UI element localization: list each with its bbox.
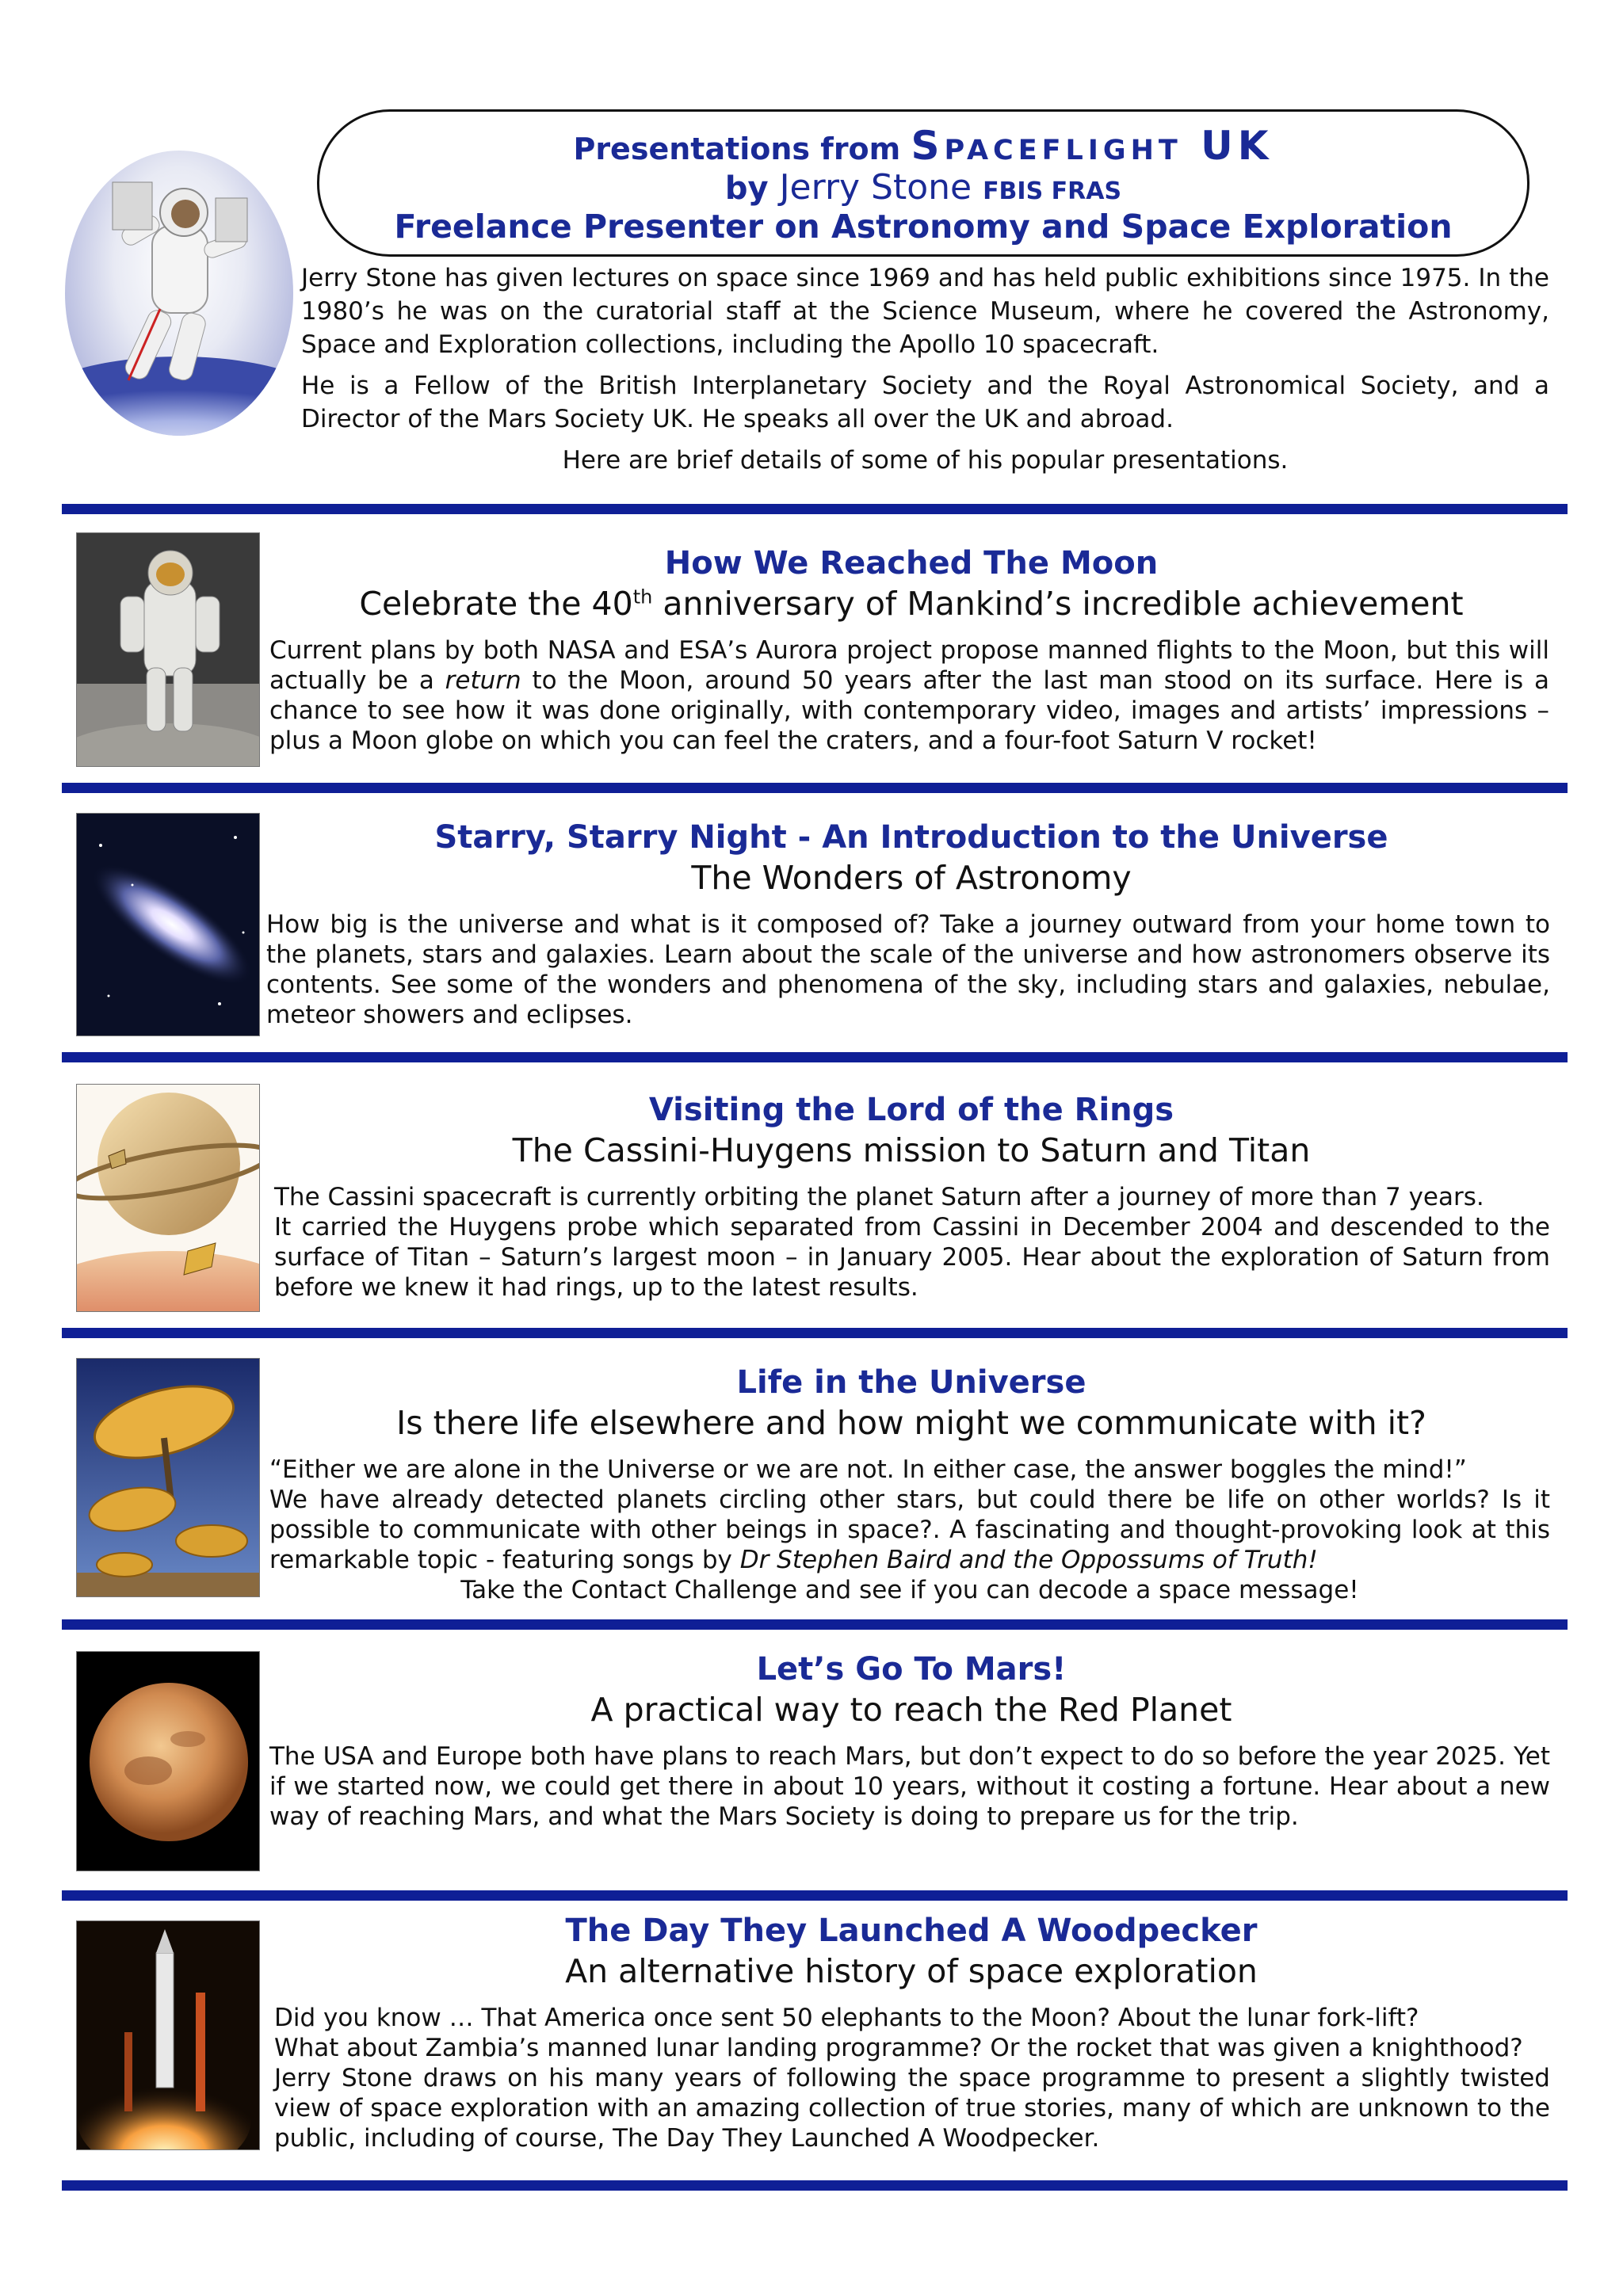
brand-name: Spaceflight UK (911, 123, 1274, 169)
body-life-italic: Dr Stephen Baird and the Oppossums of Truth! (739, 1546, 1318, 1574)
astronaut-spacewalk-photo (65, 151, 293, 436)
section-subtitle-moon (269, 585, 1553, 623)
section-title-mars: Let’s Go To Mars! (756, 1651, 1067, 1688)
title-box (317, 109, 1529, 257)
section-body-life (269, 1455, 1550, 1605)
subtitle-moon-part1: Celebrate the 40 (359, 585, 633, 623)
rocket-launch-photo (76, 1920, 260, 2150)
section-title-woodpecker: The Day They Launched A Woodpecker (565, 1913, 1258, 1949)
section-divider (62, 783, 1568, 793)
subtitle-moon-superscript: th (632, 585, 653, 608)
section-body-woodpecker (274, 2003, 1550, 2153)
section-body-moon (269, 635, 1549, 756)
body-life-closing: Take the Contact Challenge and see if you can decode a space message! (460, 1576, 1359, 1604)
moon-landing-photo (76, 532, 260, 767)
intro-paragraph-1: Jerry Stone has given lectures on space since 1969 and has held public exhibitions since 1975. In the 1980’s he was on the curatorial staff at the Science Museum, where he covered the Astronomy, Space and Exploration collections, including the Apollo 10 spacecraft. (301, 264, 1549, 359)
saturn-cassini-illustration (76, 1084, 260, 1312)
presenter-name: Jerry Stone (779, 167, 972, 208)
title-line-presenter (319, 167, 1527, 208)
section-divider (62, 504, 1568, 514)
presenter-role: Freelance Presenter on Astronomy and Space Exploration (394, 208, 1453, 246)
mars-photo (76, 1651, 260, 1871)
section-divider (62, 1052, 1568, 1062)
section-subtitle-saturn: The Cassini-Huygens mission to Saturn and Titan (512, 1131, 1311, 1169)
title-line-presentations (319, 123, 1527, 169)
body-life-part1: We have already detected planets circling other stars, but could there be life on other worlds? Is it possible to communicate with other beings in space?. A fascinating and thought-provoking look at this remarkable topic - featuring songs by (269, 1486, 1550, 1574)
section-body-saturn (274, 1182, 1550, 1302)
body-life-quote: “Either we are alone in the Universe or we are not. In either case, the answer boggles the mind!” (269, 1455, 1467, 1484)
radio-telescope-photo (76, 1358, 260, 1597)
section-subtitle-life: Is there life elsewhere and how might we communicate with it? (396, 1404, 1426, 1442)
section-subtitle-mars: A practical way to reach the Red Planet (590, 1691, 1232, 1729)
body-life-paragraph (269, 1485, 1550, 1575)
section-title-saturn: Visiting the Lord of the Rings (648, 1092, 1174, 1128)
presenter-qualifications: FBIS FRAS (983, 177, 1122, 205)
body-moon-part1: Current plans by both NASA and ESA’s Aurora project propose manned flights to the Moon, but this will actually be a (269, 636, 1549, 695)
section-body-universe: How big is the universe and what is it composed of? Take a journey outward from your home town to the planets, stars and galaxies. Learn about the scale of the universe and how astronomers observe its contents. See some of the wonders and phenomena of the sky, including stars and galaxies, nebulae, meteor showers and eclipses. (266, 910, 1550, 1029)
section-title-universe: Starry, Starry Night - An Introduction to the Universe (434, 819, 1388, 856)
section-body-mars: The USA and Europe both have plans to reach Mars, but don’t expect to do so before the year 2025. Yet if we started now, we could get there in about 10 years, without it costing a fortune. Hear about a new way of reaching Mars, and what the Mars Society is doing to prepare us for the trip. (269, 1742, 1550, 1831)
section-title-life: Life in the Universe (736, 1364, 1086, 1401)
section-subtitle-universe: The Wonders of Astronomy (691, 859, 1132, 897)
section-subtitle-woodpecker: An alternative history of space exploration (565, 1952, 1258, 1990)
body-woodpecker-line1: Did you know … That America once sent 50 elephants to the Moon? About the lunar fork-lift? (274, 2004, 1419, 2032)
section-divider (62, 1619, 1568, 1630)
galaxy-photo (76, 813, 260, 1036)
body-saturn-line1: The Cassini spacecraft is currently orbiting the planet Saturn after a journey of more than 7 years. (274, 1183, 1484, 1211)
body-saturn-paragraph: It carried the Huygens probe which separated from Cassini in December 2004 and descended to the surface of Titan – Saturn’s largest moon – in January 2005. Hear about the exploration of Saturn from before we knew it had rings, up to the latest results. (274, 1213, 1550, 1302)
body-moon-part2: to the Moon, around 50 years after the last man stood on its surface. Here is a chance to see how it was done originally, with contemporary video, images and artists’ impressions – plus a Moon globe on which you can feel the craters, and a four-foot Saturn V rocket! (269, 666, 1549, 755)
section-divider (62, 1328, 1568, 1338)
subtitle-moon-part2: anniversary of Mankind’s incredible achievement (652, 585, 1464, 623)
section-divider (62, 2180, 1568, 2191)
section-divider (62, 1890, 1568, 1901)
intro-paragraph-2: He is a Fellow of the British Interplanetary Society and the Royal Astronomical Society, and a Director of the Mars Society UK. He speaks all over the UK and abroad. (301, 372, 1549, 433)
section-title-moon: How We Reached The Moon (664, 545, 1159, 582)
body-woodpecker-line2: What about Zambia’s manned lunar landing programme? Or the rocket that was given a knighthood? (274, 2034, 1523, 2062)
body-woodpecker-paragraph: Jerry Stone draws on his many years of following the space programme to present a slightly twisted view of space exploration with an amazing collection of true stories, many of which are unknown to the public, including of course, The Day They Launched A Woodpecker. (274, 2064, 1550, 2153)
body-moon-italic: return (445, 666, 521, 695)
presentations-from-text: Presentations from (573, 132, 901, 166)
by-text: by (724, 170, 769, 207)
intro-paragraph-3: Here are brief details of some of his popular presentations. (562, 446, 1289, 475)
